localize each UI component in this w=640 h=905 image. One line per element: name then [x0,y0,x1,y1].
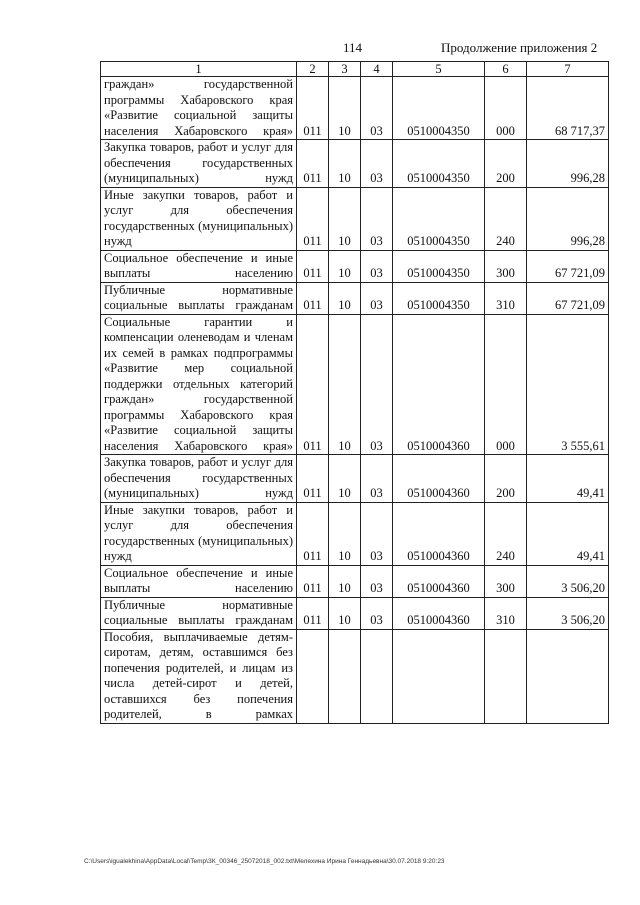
cell-amount: 68 717,37 [527,77,609,140]
cell-pr: 03 [361,314,393,455]
cell-vr: 200 [485,140,527,188]
cell-csr: 0510004350 [393,77,485,140]
row-name: Закупка товаров, работ и услуг для обеспечения государственных (муниципальных) нужд [101,140,297,188]
column-header: 7 [527,62,609,77]
cell-vr: 000 [485,314,527,455]
table-row [101,597,609,629]
cell-amount: 67 721,09 [527,250,609,282]
cell-vr [485,629,527,723]
cell-vr: 240 [485,502,527,565]
table-body [101,77,609,724]
cell-rz: 10 [329,140,361,188]
cell-pr: 03 [361,565,393,597]
cell-rz: 10 [329,502,361,565]
cell-csr: 0510004350 [393,140,485,188]
cell-rz [329,629,361,723]
table-row [101,140,609,188]
cell-gr: 011 [297,565,329,597]
cell-rz: 10 [329,250,361,282]
cell-vr: 200 [485,455,527,503]
cell-rz: 10 [329,455,361,503]
table-row [101,282,609,314]
cell-amount: 3 506,20 [527,597,609,629]
cell-csr: 0510004350 [393,282,485,314]
cell-pr: 03 [361,597,393,629]
table-row [101,187,609,250]
cell-rz: 10 [329,282,361,314]
table-row [101,629,609,723]
column-header: 4 [361,62,393,77]
cell-pr: 03 [361,187,393,250]
table-row [101,502,609,565]
cell-rz: 10 [329,597,361,629]
cell-amount: 996,28 [527,140,609,188]
cell-csr: 0510004360 [393,455,485,503]
row-name: Социальное обеспечение и иные выплаты населению [101,250,297,282]
cell-gr: 011 [297,250,329,282]
cell-pr: 03 [361,77,393,140]
row-name: Иные закупки товаров, работ и услуг для обеспечения государственных (муниципальных) нужд [101,502,297,565]
cell-gr: 011 [297,314,329,455]
row-name: Социальные гарантии и компенсации оленеводам и членам их семей в рамках подпрограммы «Развитие мер социальной поддержки отдельных категорий граждан» государственной программы Хабаровского края «Развитие социальной защиты населения Хабаровского края» [101,314,297,455]
cell-amount: 996,28 [527,187,609,250]
cell-csr: 0510004360 [393,597,485,629]
table-row [101,77,609,140]
cell-gr: 011 [297,187,329,250]
cell-rz: 10 [329,565,361,597]
row-name: Пособия, выплачиваемые детям-сиротам, детям, оставшимся без попечения родителей, и лицам из числа детей-сирот и детей, оставшихся без попечения родителей, в рамках [101,629,297,723]
column-header: 1 [101,62,297,77]
table-header-row [101,62,609,77]
file-path-footer: C:\Users\igualekhina\AppData\Local\Temp\ЗК_00346_25072018_002.txt\Мелехина Ирина Геннадьевна\30.07.2018 9:20:23 [84,858,445,865]
cell-gr: 011 [297,455,329,503]
cell-pr: 03 [361,502,393,565]
cell-gr: 011 [297,597,329,629]
cell-vr: 310 [485,597,527,629]
budget-table [100,61,609,724]
row-name: граждан» государственной программы Хабаровского края «Развитие социальной защиты населения Хабаровского края» [101,77,297,140]
cell-gr: 011 [297,140,329,188]
row-name: Закупка товаров, работ и услуг для обеспечения государственных (муниципальных) нужд [101,455,297,503]
cell-vr: 300 [485,565,527,597]
cell-csr: 0510004360 [393,314,485,455]
cell-csr: 0510004350 [393,187,485,250]
cell-gr: 011 [297,282,329,314]
row-name: Публичные нормативные социальные выплаты гражданам [101,282,297,314]
page-number: 114 [343,40,363,55]
cell-amount: 3 555,61 [527,314,609,455]
column-header: 6 [485,62,527,77]
column-header: 2 [297,62,329,77]
cell-csr [393,629,485,723]
cell-rz: 10 [329,77,361,140]
cell-vr: 240 [485,187,527,250]
cell-pr: 03 [361,140,393,188]
cell-pr: 03 [361,455,393,503]
column-header: 3 [329,62,361,77]
cell-pr: 03 [361,282,393,314]
cell-amount: 3 506,20 [527,565,609,597]
cell-gr [297,629,329,723]
cell-vr: 310 [485,282,527,314]
column-header: 5 [393,62,485,77]
table-row [101,314,609,455]
table-row [101,250,609,282]
cell-amount: 49,41 [527,455,609,503]
cell-gr: 011 [297,77,329,140]
cell-vr: 300 [485,250,527,282]
cell-gr: 011 [297,502,329,565]
cell-pr: 03 [361,250,393,282]
cell-csr: 0510004360 [393,502,485,565]
cell-amount [527,629,609,723]
cell-rz: 10 [329,314,361,455]
cell-vr: 000 [485,77,527,140]
table-row [101,455,609,503]
row-name: Иные закупки товаров, работ и услуг для обеспечения государственных (муниципальных) нужд [101,187,297,250]
cell-amount: 49,41 [527,502,609,565]
row-name: Социальное обеспечение и иные выплаты населению [101,565,297,597]
cell-csr: 0510004360 [393,565,485,597]
row-name: Публичные нормативные социальные выплаты гражданам [101,597,297,629]
table-row [101,565,609,597]
continuation-title: Продолжение приложения 2 [441,40,598,55]
cell-amount: 67 721,09 [527,282,609,314]
cell-pr [361,629,393,723]
cell-rz: 10 [329,187,361,250]
cell-csr: 0510004350 [393,250,485,282]
